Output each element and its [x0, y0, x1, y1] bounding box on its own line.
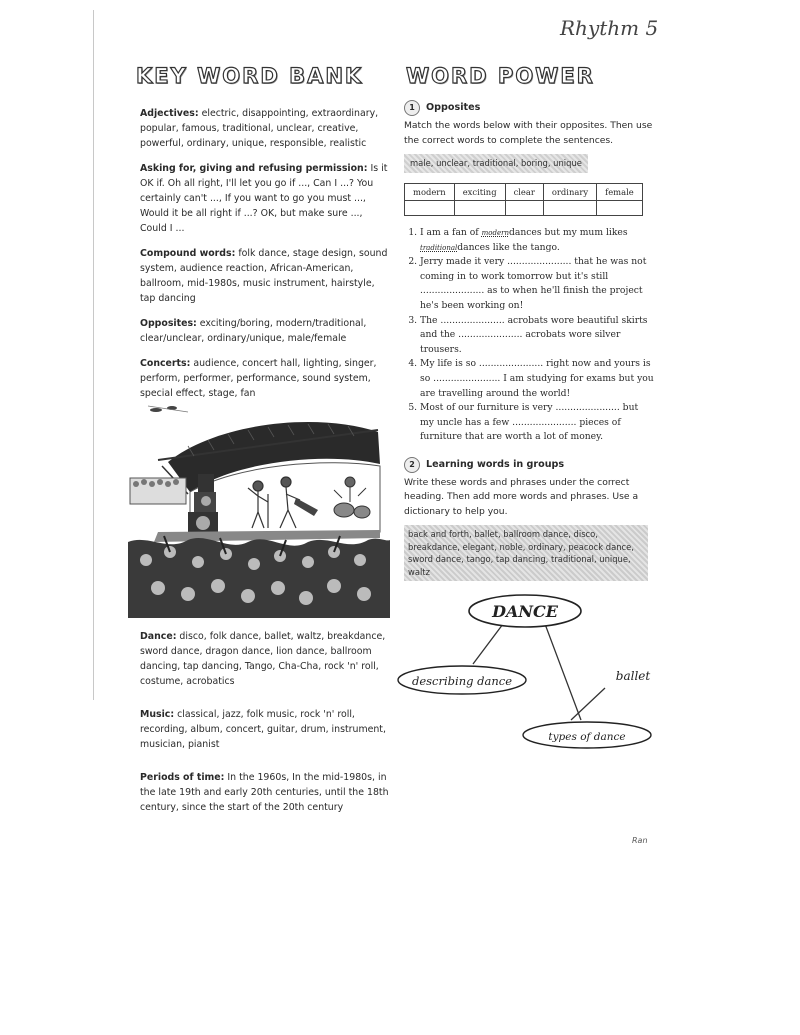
sentence-item: [420, 314, 654, 358]
sentence-text: that he was not coming in to work tomorrow but it's still: [420, 256, 647, 282]
kw-heading: Opposites:: [140, 318, 197, 329]
types-of-dance-node-label: types of dance: [548, 731, 626, 743]
kw-concerts: [140, 356, 390, 401]
sentence-text: as to when he'll finish the project he's been working on!: [420, 285, 643, 311]
sentence-item: [420, 226, 654, 255]
answer-blank[interactable]: ......................: [440, 314, 505, 326]
sentence-text: I am a fan of: [420, 227, 482, 238]
exercise-1-instruction: Match the words below with their opposites. Then use the correct words to complete the sentences.: [404, 120, 653, 146]
exercise-number-badge: 2: [404, 457, 420, 473]
exercise-1-word-box: male, unclear, traditional, boring, unique: [404, 154, 588, 173]
dance-node-label: DANCE: [492, 602, 558, 621]
exercise-title: Opposites: [426, 101, 481, 113]
exercise-number-badge: 1: [404, 100, 420, 116]
kw-adjectives: [140, 106, 390, 151]
kw-heading: Periods of time:: [140, 772, 225, 783]
opposites-header-cell: exciting: [454, 183, 505, 201]
sentence-text: acrobats wore silver trousers.: [420, 329, 621, 355]
kw-text: disco, folk dance, ballet, waltz, breakdance, sword dance, dragon dance, lion dance, ballroom dancing, tap dancing, Tango, Cha-Cha, rock 'n' roll, costume, acrobatics: [140, 631, 386, 687]
answer-blank[interactable]: ......................: [512, 416, 577, 428]
concert-stage-illustration: [128, 402, 390, 618]
filled-answer: modern: [481, 229, 509, 237]
page-margin-line: [93, 10, 94, 700]
answer-blank[interactable]: ......................: [555, 402, 620, 414]
kw-text: folk dance, stage design, sound system, audience reaction, African-American, ballroom, mid-1980s, music instrument, hairstyle, tap dancing: [140, 248, 388, 304]
kw-dance: [140, 629, 390, 689]
kw-text: electric, disappointing, extraordinary, popular, famous, traditional, unclear, creative, powerful, ordinary, unique, responsible, realistic: [140, 108, 379, 149]
opposites-answer-cell[interactable]: [543, 201, 596, 216]
opposites-header-cell: female: [597, 183, 643, 201]
opposites-answer-cell[interactable]: [405, 201, 455, 216]
kw-heading: Dance:: [140, 631, 177, 642]
opposites-sentences: [404, 226, 654, 445]
opposites-answer-cell[interactable]: [505, 201, 543, 216]
sentence-text: but my uncle has a few: [420, 402, 639, 428]
kw-heading: Compound words:: [140, 248, 236, 259]
opposites-header-cell: modern: [405, 183, 455, 201]
answer-blank[interactable]: ......................: [507, 256, 572, 268]
sentence-text: dances but my mum likes: [508, 227, 628, 238]
kw-compound: [140, 246, 390, 306]
running-head: Rhythm 5: [560, 16, 659, 40]
answer-blank[interactable]: ......................: [420, 285, 485, 297]
opposites-answer-cell[interactable]: [454, 201, 505, 216]
answer-blank[interactable]: ......................: [433, 372, 498, 384]
kw-periods-of-time: [140, 770, 390, 815]
key-word-bank-lower: [140, 629, 390, 833]
opposites-table: [404, 183, 643, 217]
mind-map-link: [473, 624, 503, 664]
kw-text: audience, concert hall, lighting, singer, perform, performer, performance, sound system, special effect, stage, fan: [140, 358, 377, 399]
sentence-text: The: [420, 314, 441, 326]
mind-map-link: [545, 624, 581, 720]
sentence-text: . I am studying for exams but you are travelling around the world!: [420, 372, 654, 399]
exercise-2-word-box: back and forth, ballet, ballroom dance, disco, breakdance, elegant, noble, ordinary, peacock dance, sword dance, tango, tap dancing, traditional, unique, waltz: [404, 525, 648, 581]
kw-text: classical, jazz, folk music, rock 'n' roll, recording, album, concert, guitar, drum, instrument, musician, pianist: [140, 709, 386, 750]
sentence-item: [420, 401, 654, 445]
answer-blank[interactable]: ......................: [478, 358, 544, 370]
opposites-header-cell: clear: [505, 183, 543, 201]
sentence-text: right now and yours is so: [420, 358, 651, 384]
opposites-answer-cell[interactable]: [597, 201, 643, 216]
sentence-text: dances like the tango.: [457, 241, 560, 253]
filled-answer: traditional: [420, 243, 458, 252]
exercise-2-heading: [404, 457, 654, 473]
sentence-item: [420, 255, 654, 313]
kw-text: Is it OK if. Oh all right, I'll let you go if ..., Can I ...? You certainly can't ..., If you want to go you must ..., Would it be all right if ...? OK, but make sure ..., Could I ...: [140, 163, 388, 234]
sentence-text: My life is so: [420, 358, 479, 370]
kw-heading: Adjectives:: [140, 108, 199, 119]
kw-permission: [140, 161, 390, 236]
sentence-text: Most of our furniture is very: [420, 402, 556, 414]
word-power-column: [404, 100, 654, 581]
kw-text: In the 1960s, In the mid-1980s, in the late 19th and early 20th centuries, until the 18th century, since the start of the 20th century: [140, 772, 389, 813]
describing-dance-node-label: describing dance: [411, 674, 513, 688]
ballet-handwritten-label: ballet: [615, 669, 651, 683]
exercise-1-heading: [404, 100, 654, 116]
sentence-text: acrobats wore beautiful skirts and the: [420, 314, 648, 341]
sentence-text: pieces of furniture that are worth a lot of money.: [420, 416, 621, 443]
opposites-header-cell: ordinary: [543, 183, 596, 201]
key-word-bank-upper: [140, 106, 390, 411]
word-power-title: WORD POWER: [406, 64, 595, 88]
kw-heading: Concerts:: [140, 358, 191, 369]
sentence-item: [420, 357, 654, 401]
kw-music: [140, 707, 390, 752]
kw-text: exciting/boring, modern/traditional, clear/unclear, ordinary/unique, male/female: [140, 318, 367, 344]
kw-heading: Music:: [140, 709, 175, 720]
kw-heading: Asking for, giving and refusing permission:: [140, 163, 368, 174]
key-word-bank-title: KEY WORD BANK: [136, 64, 364, 88]
exercise-2-instruction: Write these words and phrases under the correct heading. Then add more words and phrases. Use a dictionary to help you.: [404, 476, 639, 517]
exercise-title: Learning words in groups: [426, 458, 565, 470]
sentence-text: Jerry made it very: [420, 256, 508, 268]
mind-map-link: [571, 688, 605, 720]
page-number: Ran: [632, 836, 648, 845]
answer-blank[interactable]: ......................: [458, 329, 523, 341]
dance-mind-map: [395, 580, 675, 770]
kw-opposites: [140, 316, 390, 346]
